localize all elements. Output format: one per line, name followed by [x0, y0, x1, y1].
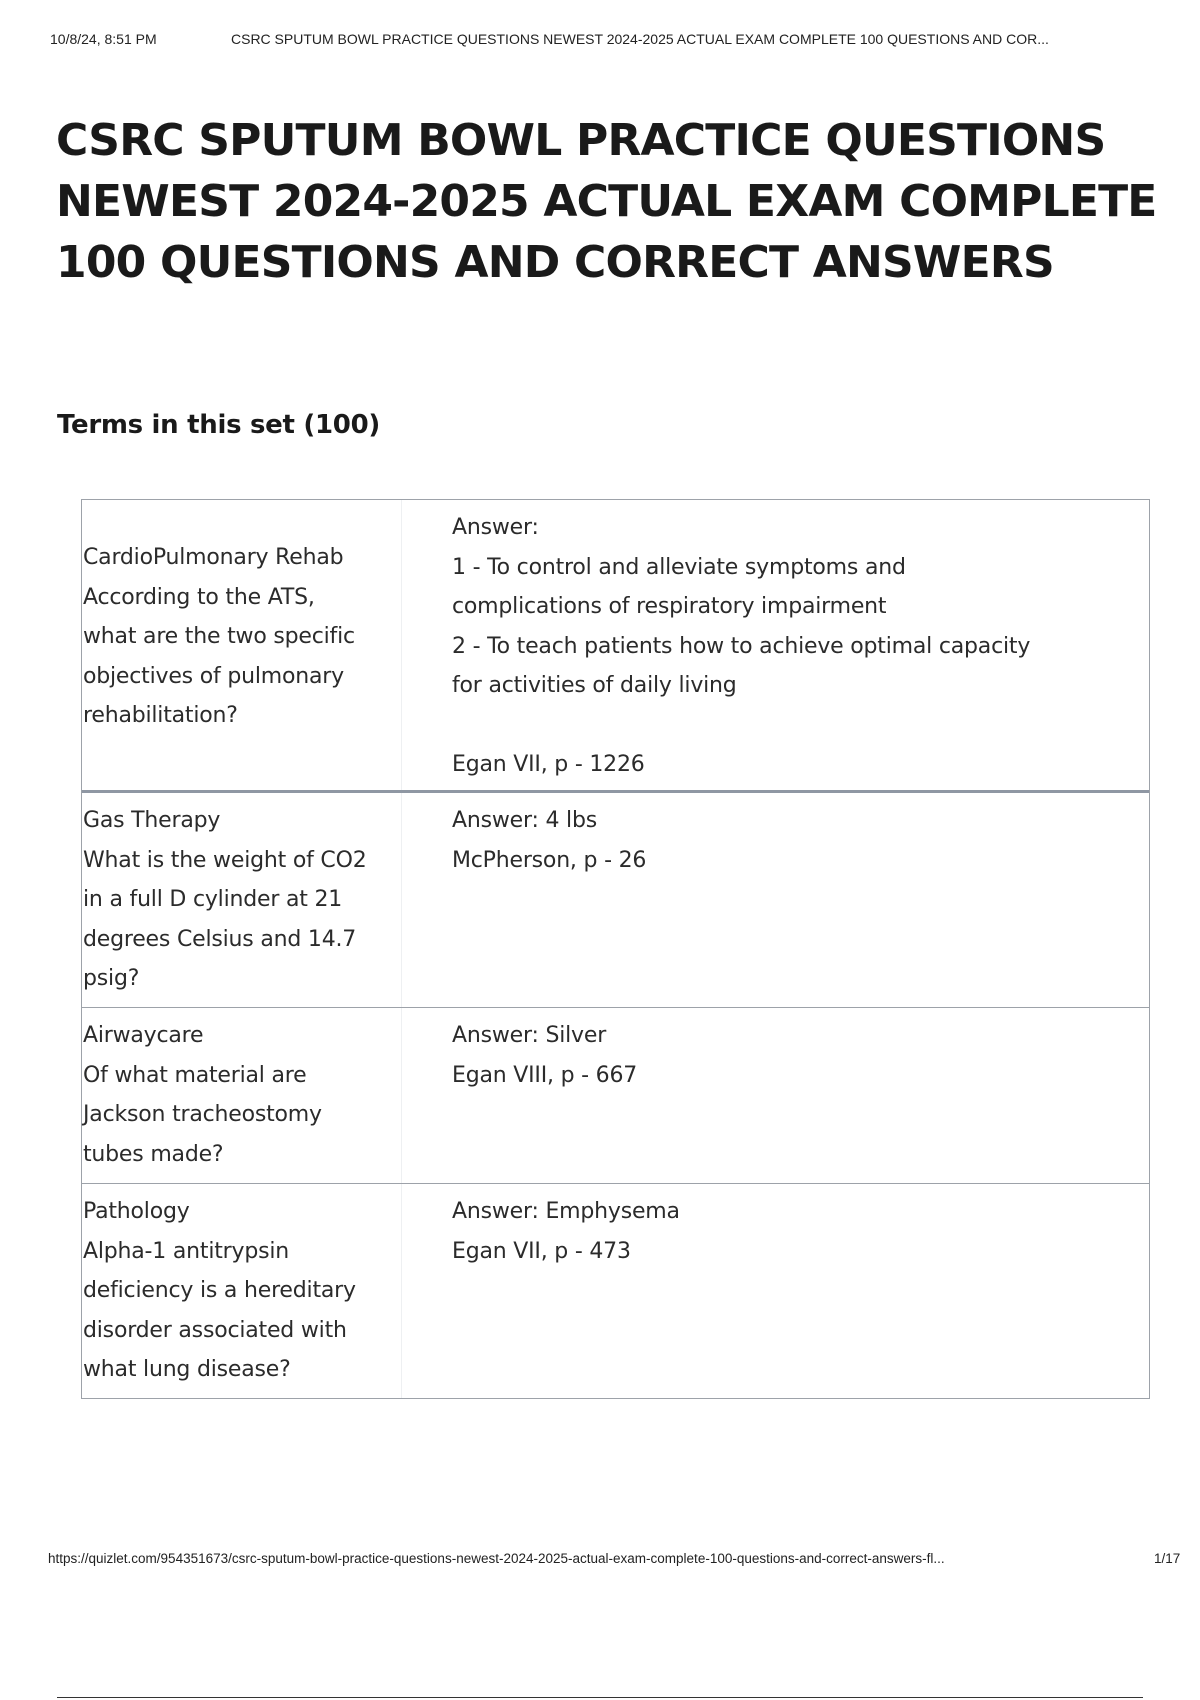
term-line: deficiency is a hereditary: [83, 1278, 356, 1303]
term-line: objectives of pulmonary: [83, 663, 344, 689]
print-header-title: CSRC SPUTUM BOWL PRACTICE QUESTIONS NEWEST 2024-2025 ACTUAL EXAM COMPLETE 100 QUESTIONS AND COR...: [231, 31, 1049, 47]
definition-cell: [402, 1184, 1149, 1398]
term-line: What is the weight of CO2: [83, 847, 367, 873]
definition-line: complications of respiratory impairment: [452, 594, 887, 619]
print-header: [50, 31, 1176, 49]
page-bottom-rule: [57, 1697, 1143, 1698]
term-line: Gas Therapy: [83, 808, 221, 833]
definition-line: for activities of daily living: [452, 673, 737, 698]
term-row: [82, 793, 1149, 1008]
print-datetime: 10/8/24, 8:51 PM: [50, 31, 157, 47]
term-row: [82, 500, 1149, 793]
term-line: According to the ATS,: [83, 584, 315, 610]
terms-table: [81, 499, 1150, 1399]
definition-cell: [402, 793, 1149, 1007]
term-cell: [82, 1008, 402, 1183]
definition-reference: Egan VII, p - 473: [452, 1238, 631, 1264]
definition-line: 2 - To teach patients how to achieve optimal capacity: [452, 633, 1031, 659]
term-line: tubes made?: [83, 1141, 224, 1167]
definition-cell: [402, 1008, 1149, 1183]
title-line: NEWEST 2024-2025 ACTUAL EXAM COMPLETE: [56, 176, 1157, 227]
term-line: psig?: [83, 966, 140, 991]
term-cell: [82, 1184, 402, 1398]
page-number: 1/17: [1154, 1551, 1181, 1566]
print-footer: [48, 1551, 1180, 1569]
title-line: 100 QUESTIONS AND CORRECT ANSWERS: [56, 237, 1054, 288]
term-row: [82, 1008, 1149, 1184]
title-line: CSRC SPUTUM BOWL PRACTICE QUESTIONS: [56, 115, 1106, 166]
definition-line: 1 - To control and alleviate symptoms and: [452, 554, 906, 580]
definition-reference: McPherson, p - 26: [452, 847, 647, 873]
definition-line: Answer: Silver: [452, 1023, 607, 1048]
term-line: CardioPulmonary Rehab: [83, 545, 344, 570]
term-line: Pathology: [83, 1199, 190, 1224]
document-title: [56, 110, 1157, 293]
term-line: degrees Celsius and 14.7: [83, 926, 357, 952]
term-line: Alpha-1 antitrypsin: [83, 1238, 290, 1264]
definition-cell: [402, 500, 1149, 790]
term-line: rehabilitation?: [83, 703, 238, 728]
term-cell: [82, 500, 402, 790]
definition-reference: Egan VIII, p - 667: [452, 1062, 638, 1088]
definition-line: Answer:: [452, 515, 539, 540]
term-line: what are the two specific: [83, 624, 355, 649]
term-row: [82, 1184, 1149, 1398]
page-url: https://quizlet.com/954351673/csrc-sputum-bowl-practice-questions-newest-2024-2025-actual-exam-complete-100-questions-and-correct-answers-fl...: [48, 1551, 945, 1566]
term-line: Airwaycare: [83, 1023, 204, 1048]
terms-heading: Terms in this set (100): [57, 410, 380, 440]
definition-reference: Egan VII, p - 1226: [452, 752, 645, 777]
term-line: Jackson tracheostomy: [83, 1102, 322, 1127]
definition-line: Answer: 4 lbs: [452, 808, 597, 833]
term-line: Of what material are: [83, 1062, 307, 1088]
term-cell: [82, 793, 402, 1007]
term-line: what lung disease?: [83, 1357, 291, 1382]
term-line: in a full D cylinder at 21: [83, 887, 343, 912]
term-line: disorder associated with: [83, 1317, 347, 1343]
definition-spacer: [452, 706, 1149, 746]
definition-line: Answer: Emphysema: [452, 1199, 680, 1224]
